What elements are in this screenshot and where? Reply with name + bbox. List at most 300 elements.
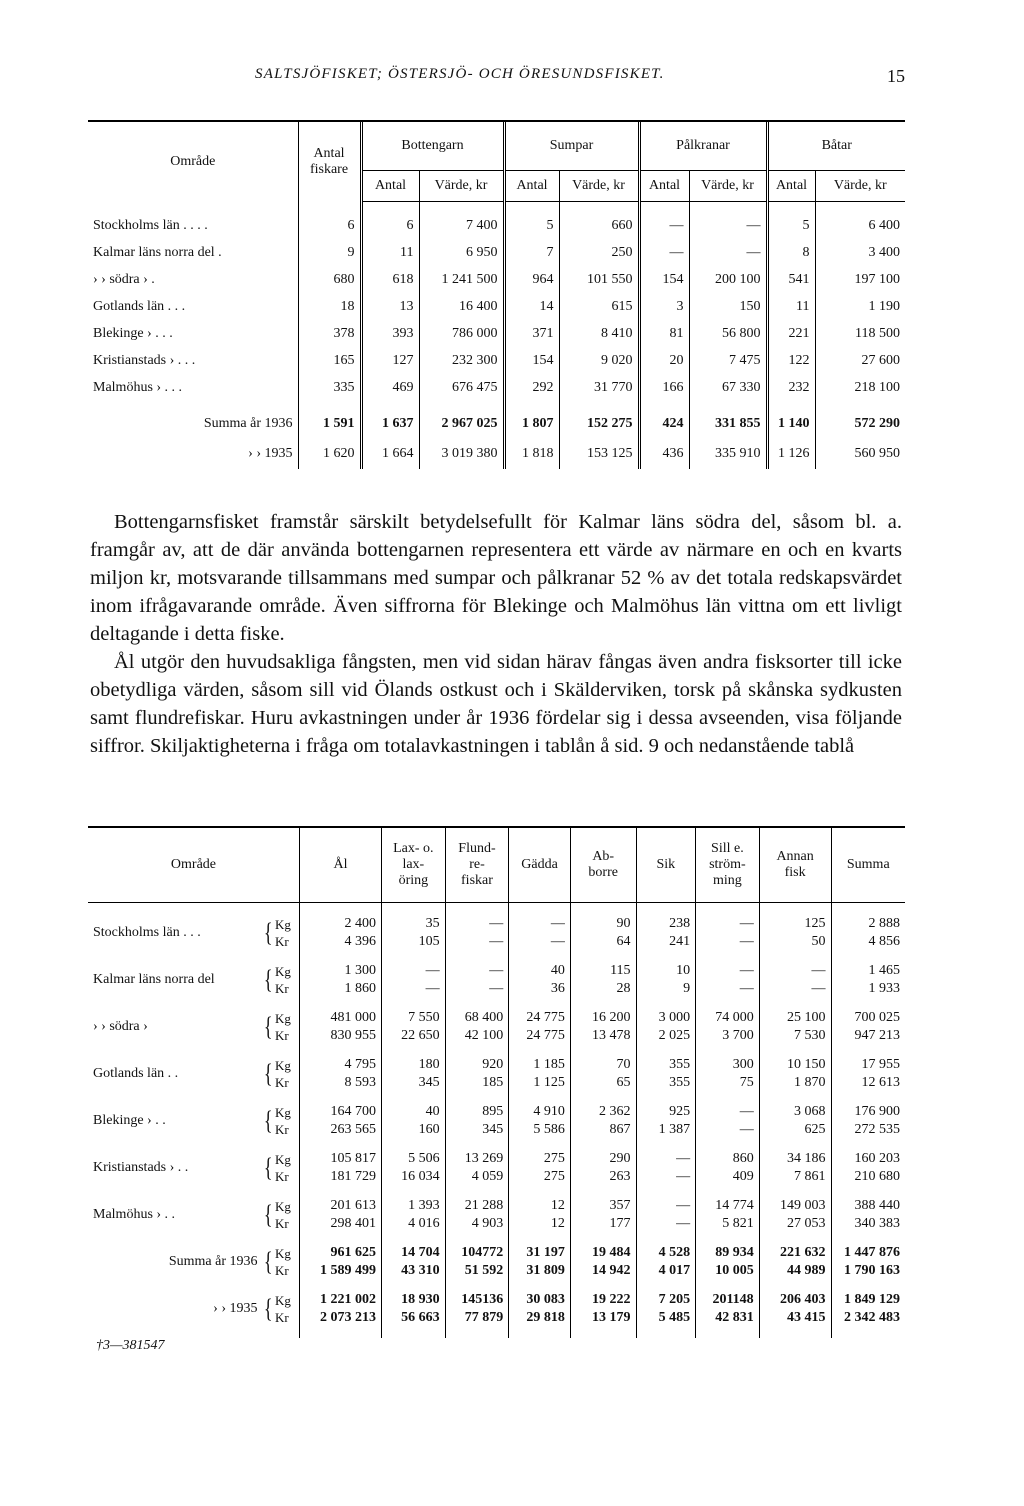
cell-value: 1 790 163 (831, 1262, 905, 1280)
cell-value: 77 879 (445, 1309, 509, 1327)
cell-s-antal: 154 (504, 347, 559, 374)
cell-value: 625 (759, 1121, 831, 1139)
table-row (88, 239, 905, 266)
sum-cell-s-varde: 152 275 (559, 409, 639, 439)
table-row (88, 915, 905, 933)
cell-value: 1 393 (382, 1197, 446, 1215)
cell-value: 298 401 (299, 1215, 381, 1233)
cell-value: 7 530 (759, 1027, 831, 1045)
cell-value: 275 (509, 1168, 571, 1186)
cell-s-antal: 7 (504, 239, 559, 266)
subheader-antal: Antal (639, 171, 689, 202)
cell-value: 64 (570, 933, 636, 951)
cell-value: 56 663 (382, 1309, 446, 1327)
cell-value: — (696, 1121, 760, 1139)
cell-b-varde: 197 100 (815, 266, 905, 293)
cell-value: — (382, 962, 446, 980)
cell-value: 12 (509, 1215, 571, 1233)
cell-bg-varde: 786 000 (419, 320, 504, 347)
cell-value: 24 775 (509, 1027, 571, 1045)
unit-kr: Kr (274, 1169, 289, 1184)
unit-kg: Kg (274, 1246, 291, 1261)
cell-value: 31 197 (509, 1244, 571, 1262)
col-header-sumpar: Sumpar (504, 122, 639, 171)
cell-value: 75 (696, 1074, 760, 1092)
cell-value: 345 (445, 1121, 509, 1139)
page-number: 15 (887, 66, 905, 86)
row-label: Gotlands län . . (93, 1066, 179, 1081)
cell-p-antal: — (639, 239, 689, 266)
cell-value: 28 (570, 980, 636, 998)
sum-cell-s-antal: 1 807 (504, 409, 559, 439)
gear-table (88, 120, 905, 469)
cell-value: 925 (636, 1103, 696, 1121)
cell-value: 241 (636, 933, 696, 951)
cell-value: — (696, 915, 760, 933)
unit-brace (262, 1197, 299, 1233)
cell-value: 2 888 (831, 915, 905, 933)
cell-p-antal: 166 (639, 374, 689, 401)
cell-b-varde: 1 190 (815, 293, 905, 320)
cell-value: 10 005 (696, 1262, 760, 1280)
cell-value: 176 900 (831, 1103, 905, 1121)
cell-b-antal: 8 (767, 239, 815, 266)
cell-value: — (509, 915, 571, 933)
unit-kr: Kr (274, 1263, 289, 1278)
cell-p-varde: — (689, 212, 767, 239)
row-label: Kalmar läns norra del . (93, 244, 222, 260)
cell-value: 16 034 (382, 1168, 446, 1186)
body-text (90, 508, 902, 760)
cell-p-antal: 3 (639, 293, 689, 320)
table-row (88, 1197, 905, 1215)
unit-brace (262, 915, 299, 951)
cell-value: 145136 (445, 1291, 509, 1309)
cell-value: 89 934 (696, 1244, 760, 1262)
cell-fishers: 335 (298, 374, 361, 401)
cell-value: — (445, 962, 509, 980)
cell-value: — (696, 962, 760, 980)
unit-kg: Kg (274, 964, 291, 979)
sum-cell-b-varde: 560 950 (815, 439, 905, 469)
cell-value: 920 (445, 1056, 509, 1074)
cell-value: 947 213 (831, 1027, 905, 1045)
brace-icon: { (264, 1106, 274, 1135)
unit-kr: Kr (274, 1122, 289, 1137)
row-label: › › södra › (93, 1019, 148, 1034)
sum-row (88, 409, 905, 439)
cell-value: 4 910 (509, 1103, 571, 1121)
cell-s-antal: 5 (504, 212, 559, 239)
cell-value: 201 613 (299, 1197, 381, 1215)
col-header-summa: Summa (831, 828, 905, 903)
sum-row (88, 1244, 905, 1262)
cell-value: 14 704 (382, 1244, 446, 1262)
cell-value: 272 535 (831, 1121, 905, 1139)
cell-fishers: 378 (298, 320, 361, 347)
cell-p-varde: — (689, 239, 767, 266)
cell-value: 1 300 (299, 962, 381, 980)
table-row (88, 320, 905, 347)
brace-icon: { (264, 1153, 274, 1182)
brace-icon: { (264, 1012, 274, 1041)
col-header-area: Område (170, 153, 216, 169)
cell-b-varde: 118 500 (815, 320, 905, 347)
cell-value: 18 930 (382, 1291, 446, 1309)
unit-brace (262, 1056, 299, 1092)
cell-fishers: 6 (298, 212, 361, 239)
cell-value: 1 447 876 (831, 1244, 905, 1262)
cell-value: 263 565 (299, 1121, 381, 1139)
cell-value: 895 (445, 1103, 509, 1121)
unit-kg: Kg (274, 1011, 291, 1026)
col-header-batar: Båtar (767, 122, 905, 171)
cell-value: 8 593 (299, 1074, 381, 1092)
row-label: Stockholms län . . . . (93, 217, 208, 233)
sum-row (88, 1291, 905, 1309)
cell-b-antal: 221 (767, 320, 815, 347)
col-header-palkranar: Pålkranar (639, 122, 767, 171)
cell-value: 164 700 (299, 1103, 381, 1121)
cell-value: 5 586 (509, 1121, 571, 1139)
cell-value: 3 068 (759, 1103, 831, 1121)
unit-brace (262, 1291, 299, 1327)
cell-value: 19 484 (570, 1244, 636, 1262)
cell-p-varde: 150 (689, 293, 767, 320)
table-row (88, 293, 905, 320)
page-header (255, 66, 905, 96)
paragraph: Bottengarnsfisket framstår särskilt betydelsefullt för Kalmar läns södra del, såsom bl. a. framgår av, att de där använda bottengarnen representera ett värde av närmare en och en kvarts miljon kr, motsvarande tillsammans med sumpar och pålkranar 52 % av det totala redskapsvärdet inom ifrågavarande område. Även siffrorna för Blekinge och Malmöhus län vittna om ett livligt deltagande i detta fiske. (90, 511, 902, 645)
cell-bg-antal: 393 (361, 320, 419, 347)
cell-value: 7 861 (759, 1168, 831, 1186)
cell-value: 4 795 (299, 1056, 381, 1074)
cell-bg-varde: 676 475 (419, 374, 504, 401)
cell-value: 105 817 (299, 1150, 381, 1168)
cell-value: 2 025 (636, 1027, 696, 1045)
cell-value: 105 (382, 933, 446, 951)
cell-value: 4 016 (382, 1215, 446, 1233)
cell-value: 42 831 (696, 1309, 760, 1327)
cell-value: 4 017 (636, 1262, 696, 1280)
unit-kg: Kg (274, 1058, 291, 1073)
cell-value: 7 550 (382, 1009, 446, 1027)
cell-s-varde: 8 410 (559, 320, 639, 347)
cell-s-varde: 250 (559, 239, 639, 266)
cell-value: 3 700 (696, 1027, 760, 1045)
unit-kr: Kr (274, 981, 289, 996)
row-label: Kristianstads › . . (93, 1160, 189, 1175)
sum-cell-b-varde: 572 290 (815, 409, 905, 439)
cell-value: 36 (509, 980, 571, 998)
cell-value: 149 003 (759, 1197, 831, 1215)
cell-value: — (445, 933, 509, 951)
col-header-annan: Annan fisk (759, 828, 831, 903)
sum-cell-s-antal: 1 818 (504, 439, 559, 469)
cell-value: 74 000 (696, 1009, 760, 1027)
sum-cell-p-antal: 436 (639, 439, 689, 469)
row-label: Blekinge › . . . (93, 325, 173, 341)
cell-fishers: 9 (298, 239, 361, 266)
brace-icon: { (264, 1059, 274, 1088)
cell-p-varde: 7 475 (689, 347, 767, 374)
sum-cell-b-antal: 1 126 (767, 439, 815, 469)
cell-s-varde: 615 (559, 293, 639, 320)
row-label: › › 1935 (213, 1301, 258, 1316)
cell-value: 4 396 (299, 933, 381, 951)
cell-value: 104772 (445, 1244, 509, 1262)
table-row (88, 1056, 905, 1074)
cell-value: 22 650 (382, 1027, 446, 1045)
cell-b-antal: 122 (767, 347, 815, 374)
cell-value: 961 625 (299, 1244, 381, 1262)
cell-value: — (759, 980, 831, 998)
cell-value: 830 955 (299, 1027, 381, 1045)
cell-value: — (445, 915, 509, 933)
cell-value: 12 613 (831, 1074, 905, 1092)
unit-kg: Kg (274, 1105, 291, 1120)
row-label: Malmöhus › . . (93, 1207, 176, 1222)
unit-kr: Kr (274, 1310, 289, 1325)
cell-value: 14 774 (696, 1197, 760, 1215)
cell-value: 70 (570, 1056, 636, 1074)
cell-value: 275 (509, 1150, 571, 1168)
col-header-area: Område (88, 828, 299, 903)
cell-value: 13 269 (445, 1150, 509, 1168)
cell-value: 43 415 (759, 1309, 831, 1327)
paragraph: Ål utgör den huvudsakliga fångsten, men vid sidan härav fångas även andra fisksorter till icke obetydliga värden, såsom sill vid Ölands ostkust och i Skälderviken, torsk på skånska sydkusten samt flundrefiskar. Huru avkastningen under år 1936 fördelar sig i dessa avseenden, visa följande siffror. Skiljaktigheterna i fråga om totalavkastningen i tablån å sid. 9 och nedanstående tablå (90, 651, 902, 757)
cell-p-varde: 67 330 (689, 374, 767, 401)
brace-icon: { (264, 1200, 274, 1229)
cell-value: 13 478 (570, 1027, 636, 1045)
cell-value: 238 (636, 915, 696, 933)
cell-value: 10 150 (759, 1056, 831, 1074)
cell-value: 34 186 (759, 1150, 831, 1168)
cell-value: 9 (636, 980, 696, 998)
col-header-flund: Flund- re- fiskar (445, 828, 509, 903)
cell-value: 357 (570, 1197, 636, 1215)
cell-value: 1 185 (509, 1056, 571, 1074)
cell-value: 65 (570, 1074, 636, 1092)
subheader-varde: Värde, kr (815, 171, 905, 202)
sum-cell-fishers: 1 591 (298, 409, 361, 439)
cell-fishers: 165 (298, 347, 361, 374)
row-label: › › södra › . (93, 271, 155, 287)
cell-bg-antal: 13 (361, 293, 419, 320)
cell-value: 43 310 (382, 1262, 446, 1280)
cell-value: 4 528 (636, 1244, 696, 1262)
cell-value: 300 (696, 1056, 760, 1074)
cell-bg-antal: 618 (361, 266, 419, 293)
cell-value: 700 025 (831, 1009, 905, 1027)
sum-cell-bg-varde: 2 967 025 (419, 409, 504, 439)
sum-row (88, 439, 905, 469)
col-header-bottengarn: Bottengarn (361, 122, 504, 171)
running-title: SALTSJÖFISKET; ÖSTERSJÖ- OCH ÖRESUNDSFISKET. (255, 66, 665, 82)
cell-value: 481 000 (299, 1009, 381, 1027)
cell-value: 345 (382, 1074, 446, 1092)
cell-value: 355 (636, 1056, 696, 1074)
subheader-varde: Värde, kr (689, 171, 767, 202)
cell-value: 24 775 (509, 1009, 571, 1027)
unit-kg: Kg (274, 1293, 291, 1308)
table-row (88, 212, 905, 239)
cell-value: — (636, 1215, 696, 1233)
cell-value: 180 (382, 1056, 446, 1074)
cell-value: 1 221 002 (299, 1291, 381, 1309)
cell-value: 125 (759, 915, 831, 933)
sum-label: › › 1935 (248, 446, 293, 461)
cell-bg-antal: 469 (361, 374, 419, 401)
cell-b-antal: 11 (767, 293, 815, 320)
sum-cell-p-varde: 335 910 (689, 439, 767, 469)
unit-kr: Kr (274, 1216, 289, 1231)
cell-value: 27 053 (759, 1215, 831, 1233)
cell-value: — (382, 980, 446, 998)
cell-value: 388 440 (831, 1197, 905, 1215)
cell-value: 1 849 129 (831, 1291, 905, 1309)
col-header-gadda: Gädda (509, 828, 571, 903)
table-row (88, 1009, 905, 1027)
table-row (88, 962, 905, 980)
cell-value: 4 903 (445, 1215, 509, 1233)
sum-cell-fishers: 1 620 (298, 439, 361, 469)
cell-value: 50 (759, 933, 831, 951)
unit-brace (262, 1103, 299, 1139)
cell-value: 10 (636, 962, 696, 980)
cell-fishers: 680 (298, 266, 361, 293)
cell-value: 201148 (696, 1291, 760, 1309)
cell-value: 16 200 (570, 1009, 636, 1027)
print-code: †3—381547 (96, 1338, 165, 1353)
cell-value: 5 485 (636, 1309, 696, 1327)
cell-p-antal: 20 (639, 347, 689, 374)
cell-value: 210 680 (831, 1168, 905, 1186)
cell-value: 181 729 (299, 1168, 381, 1186)
cell-value: 19 222 (570, 1291, 636, 1309)
cell-value: 1 465 (831, 962, 905, 980)
cell-value: 17 955 (831, 1056, 905, 1074)
cell-bg-antal: 11 (361, 239, 419, 266)
sum-cell-bg-antal: 1 664 (361, 439, 419, 469)
cell-s-antal: 371 (504, 320, 559, 347)
table-row (88, 266, 905, 293)
cell-b-antal: 5 (767, 212, 815, 239)
cell-s-varde: 101 550 (559, 266, 639, 293)
cell-value: 2 342 483 (831, 1309, 905, 1327)
cell-value: 21 288 (445, 1197, 509, 1215)
cell-value: 290 (570, 1150, 636, 1168)
sum-cell-bg-antal: 1 637 (361, 409, 419, 439)
cell-value: 12 (509, 1197, 571, 1215)
cell-value: 221 632 (759, 1244, 831, 1262)
cell-value: 177 (570, 1215, 636, 1233)
cell-value: 160 (382, 1121, 446, 1139)
cell-b-varde: 27 600 (815, 347, 905, 374)
cell-value: 7 205 (636, 1291, 696, 1309)
cell-value: 2 400 (299, 915, 381, 933)
cell-value: — (509, 933, 571, 951)
cell-value: 355 (636, 1074, 696, 1092)
cell-value: 40 (382, 1103, 446, 1121)
cell-s-varde: 9 020 (559, 347, 639, 374)
cell-value: 2 073 213 (299, 1309, 381, 1327)
cell-bg-varde: 232 300 (419, 347, 504, 374)
cell-s-antal: 964 (504, 266, 559, 293)
subheader-antal: Antal (767, 171, 815, 202)
cell-value: 4 059 (445, 1168, 509, 1186)
subheader-antal: Antal (361, 171, 419, 202)
subheader-varde: Värde, kr (559, 171, 639, 202)
row-label: Gotlands län . . . (93, 298, 186, 314)
cell-p-antal: — (639, 212, 689, 239)
cell-s-varde: 31 770 (559, 374, 639, 401)
cell-value: 409 (696, 1168, 760, 1186)
unit-brace (262, 1244, 299, 1280)
cell-s-antal: 14 (504, 293, 559, 320)
col-header-fishers: Antal fiskare (298, 122, 361, 202)
cell-value: 5 506 (382, 1150, 446, 1168)
cell-b-varde: 218 100 (815, 374, 905, 401)
cell-value: — (696, 933, 760, 951)
cell-value: 1 589 499 (299, 1262, 381, 1280)
cell-s-varde: 660 (559, 212, 639, 239)
sum-cell-p-antal: 424 (639, 409, 689, 439)
unit-brace (262, 1009, 299, 1045)
cell-value: 1 870 (759, 1074, 831, 1092)
unit-kr: Kr (274, 1075, 289, 1090)
cell-value: 1 387 (636, 1121, 696, 1139)
unit-kr: Kr (274, 1028, 289, 1043)
col-header-lax: Lax- o. lax- öring (382, 828, 446, 903)
cell-value: 1 860 (299, 980, 381, 998)
cell-bg-antal: 6 (361, 212, 419, 239)
table-row (88, 347, 905, 374)
table-row (88, 374, 905, 401)
brace-icon: { (264, 1294, 274, 1323)
cell-bg-varde: 1 241 500 (419, 266, 504, 293)
cell-value: 1 125 (509, 1074, 571, 1092)
cell-value: — (636, 1150, 696, 1168)
cell-value: 13 179 (570, 1309, 636, 1327)
cell-bg-varde: 6 950 (419, 239, 504, 266)
cell-value: — (696, 980, 760, 998)
cell-bg-varde: 16 400 (419, 293, 504, 320)
cell-value: 3 000 (636, 1009, 696, 1027)
cell-value: 90 (570, 915, 636, 933)
cell-value: — (696, 1103, 760, 1121)
row-label: Kalmar läns norra del (93, 972, 215, 987)
cell-value: 42 100 (445, 1027, 509, 1045)
cell-value: 31 809 (509, 1262, 571, 1280)
cell-value: 160 203 (831, 1150, 905, 1168)
col-header-al: Ål (299, 828, 381, 903)
cell-p-varde: 56 800 (689, 320, 767, 347)
unit-kr: Kr (274, 934, 289, 949)
cell-bg-varde: 7 400 (419, 212, 504, 239)
col-header-abborre: Ab- borre (570, 828, 636, 903)
cell-value: 340 383 (831, 1215, 905, 1233)
cell-value: 115 (570, 962, 636, 980)
cell-value: 185 (445, 1074, 509, 1092)
row-label: Summa år 1936 (168, 1254, 258, 1269)
unit-brace (262, 962, 299, 998)
cell-b-antal: 232 (767, 374, 815, 401)
cell-value: 44 989 (759, 1262, 831, 1280)
sum-label: Summa år 1936 (203, 416, 293, 431)
cell-value: 68 400 (445, 1009, 509, 1027)
cell-value: 2 362 (570, 1103, 636, 1121)
col-header-sik: Sik (636, 828, 696, 903)
